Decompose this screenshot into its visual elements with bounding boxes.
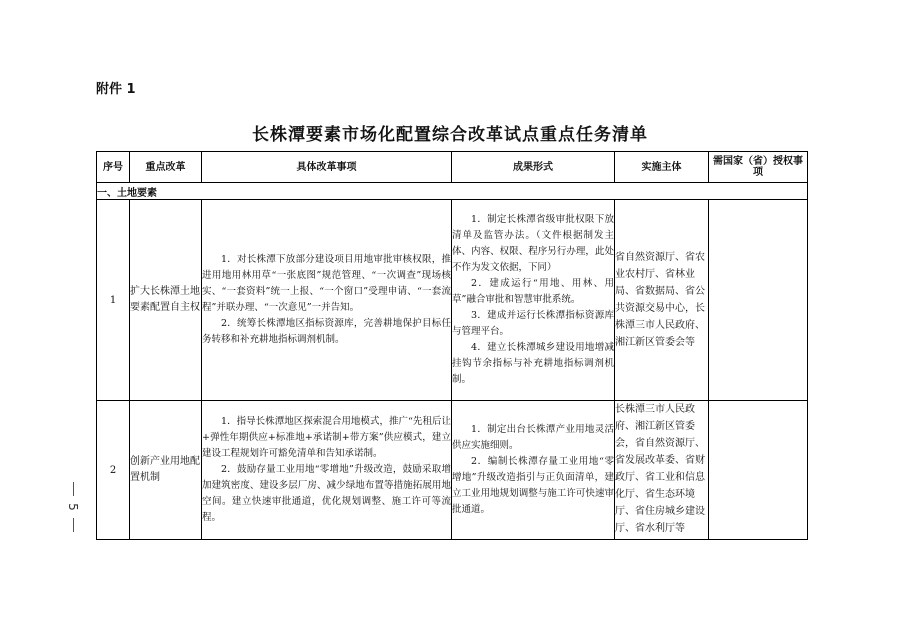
row-outcome <box>452 401 615 540</box>
section-label: 一、土地要素 <box>97 183 808 200</box>
row-detail <box>202 200 452 401</box>
attachment-label: 附件 1 <box>96 82 136 97</box>
outcome-item: 3．建成并运行长株潭指标资源库与管理平台。 <box>452 310 614 337</box>
header-no: 序号 <box>97 152 130 183</box>
row-key-reform: 扩大长株潭土地要素配置自主权 <box>130 200 202 401</box>
detail-item: 2．统筹长株潭地区指标资源库，完善耕地保护目标任务转移和补充耕地指标调剂机制。 <box>202 318 451 345</box>
page-mark-dash <box>73 482 74 496</box>
outcome-item: 1．制定出台长株潭产业用地灵活供应实施细则。 <box>452 424 614 451</box>
page-number-marker <box>66 482 80 532</box>
row-number: 2 <box>97 401 130 540</box>
header-detail: 具体改革事项 <box>202 152 452 183</box>
page-number: 5 <box>66 503 80 511</box>
detail-item: 1．对长株潭下放部分建设项目用地审批审核权限，推进用地用林用草“一张底图”规范管理、“一次调查”现场核实、“一套资料”统一上报、“一个窗口”受理申请、“一套流程”并联办理、“一次意见”一并告知。 <box>202 254 451 313</box>
detail-item: 2．鼓励存量工业用地“零增地”升级改造，鼓励采取增加建筑密度、建设多层厂房、减少绿地布置等措施拓展用地空间。建立快速审批通道，优化规划调整、施工许可等流程。 <box>202 464 451 523</box>
page-mark-dash <box>73 518 74 532</box>
table-row <box>97 401 808 540</box>
row-grant <box>709 200 808 401</box>
section-row <box>97 183 808 200</box>
row-subject: 长株潭三市人民政府、湘江新区管委会，省自然资源厅、省发展改革委、省财政厅、省工业和信息化厅、省生态环境厅、省住房城乡建设厅、省水利厅等 <box>615 401 709 540</box>
outcome-item: 2．编制长株潭存量工业用地“零增地”升级改造指引与正负面清单，建立工业用地规划调整与施工许可快速审批通道。 <box>452 456 614 515</box>
document-title: 长株潭要素市场化配置综合改革试点重点任务清单 <box>252 125 648 145</box>
header-subject: 实施主体 <box>615 152 709 183</box>
outcome-item: 2．建成运行“用地、用林、用草”融合审批和智慧审批系统。 <box>452 278 614 305</box>
row-subject: 省自然资源厅、省农业农村厅、省林业局、省数据局、省公共资源交易中心，长株潭三市人民政府、湘江新区管委会等 <box>615 200 709 401</box>
header-outcome: 成果形式 <box>452 152 615 183</box>
table-row <box>97 200 808 401</box>
row-grant <box>709 401 808 540</box>
header-key-reform: 重点改革 <box>130 152 202 183</box>
row-key-reform: 创新产业用地配置机制 <box>130 401 202 540</box>
task-table <box>96 151 808 540</box>
table-header-row <box>97 152 808 183</box>
header-grant: 需国家（省）授权事项 <box>709 152 808 183</box>
row-detail <box>202 401 452 540</box>
row-outcome <box>452 200 615 401</box>
outcome-item: 1．制定长株潭省级审批权限下放清单及监管办法。（文件根据制发主体、内容、权限、程序另行办理，此处不作为发文依据，下同） <box>452 214 614 273</box>
outcome-item: 4．建立长株潭城乡建设用地增减挂钩节余指标与补充耕地指标调剂机制。 <box>452 342 614 385</box>
row-number: 1 <box>97 200 130 401</box>
detail-item: 1．指导长株潭地区探索混合用地模式，推广“先租后让+弹性年期供应+标准地+承诺制+带方案”供应模式，建立建设工程规划许可豁免清单和告知承诺制。 <box>202 416 451 459</box>
